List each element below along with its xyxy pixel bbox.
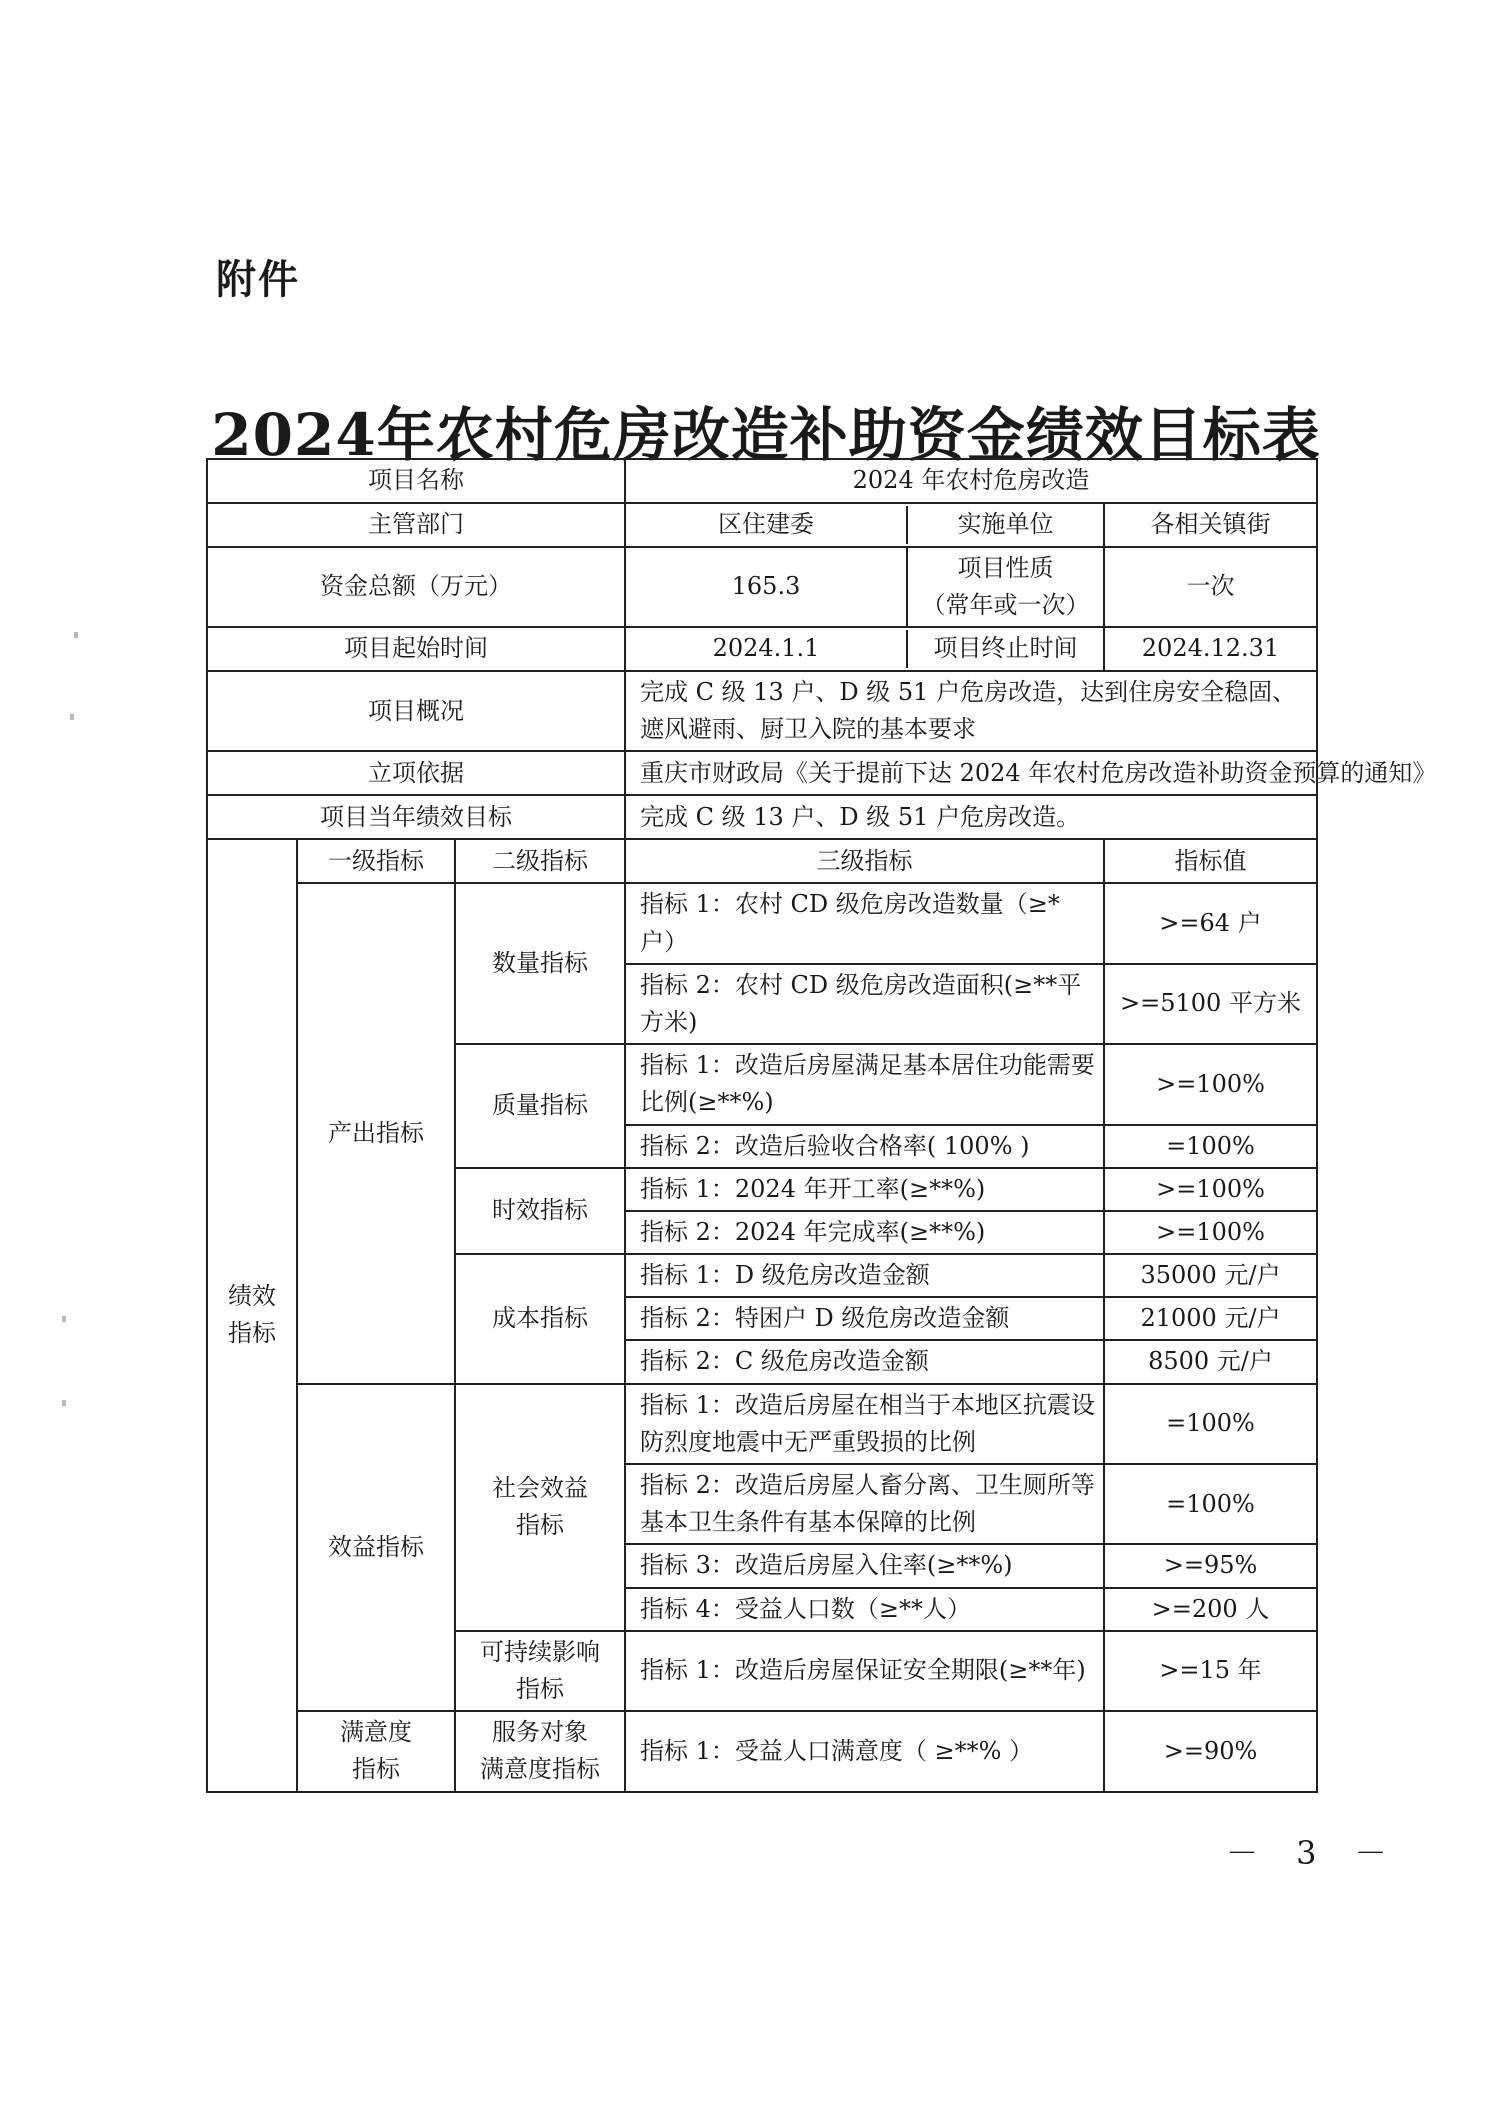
scan-speck xyxy=(62,1400,66,1406)
satisfaction-indicator-label xyxy=(297,1711,455,1791)
indicator-value: >=5100 平方米 xyxy=(1104,964,1317,1044)
goal-label: 项目当年绩效目标 xyxy=(207,795,625,839)
nature-label xyxy=(908,548,1103,626)
satisfaction-label-line2: 指标 xyxy=(352,1755,400,1784)
indicator-value: >=200 人 xyxy=(1104,1588,1317,1631)
overview-label: 项目概况 xyxy=(207,671,625,751)
fund-nature-cell xyxy=(625,547,1104,627)
service-satisfaction-label xyxy=(455,1711,625,1791)
header-level2: 二级指标 xyxy=(455,839,625,883)
performance-target-table xyxy=(206,458,1437,1793)
sustainable-label-line1: 可持续影响 xyxy=(480,1637,600,1666)
nature-label-line1: 项目性质 xyxy=(957,553,1054,582)
satisfaction-label-line1: 满意度 xyxy=(340,1718,412,1747)
table-row xyxy=(207,795,1317,839)
indicator-text: 指标 1：改造后房屋保证安全期限(≥**年) xyxy=(625,1631,1104,1711)
goal-value: 完成 C 级 13 户、D 级 51 户危房改造。 xyxy=(625,795,1317,839)
page-number: － 3 － xyxy=(1226,1834,1401,1872)
scan-speck xyxy=(62,1316,66,1322)
table-row xyxy=(207,503,1317,547)
indicator-text: 指标 1：D 级危房改造金额 xyxy=(625,1254,1104,1297)
table-row xyxy=(207,1384,1317,1464)
start-label: 项目起始时间 xyxy=(207,627,625,671)
cost-label: 成本指标 xyxy=(455,1254,625,1384)
dept-value-text: 区住建委 xyxy=(626,506,908,543)
indicator-text: 指标 4：受益人口数（≥**人） xyxy=(625,1588,1104,1631)
fund-label: 资金总额（万元） xyxy=(207,547,625,627)
indicator-value: =100% xyxy=(1104,1464,1317,1544)
dept-value xyxy=(625,503,1104,547)
start-value: 2024.1.1 xyxy=(626,630,908,667)
nature-label-line2: （常年或一次） xyxy=(921,591,1090,619)
indicator-text: 指标 2：2024 年完成率(≥**%) xyxy=(625,1211,1104,1254)
table-row xyxy=(207,671,1317,751)
indicator-value: >=15 年 xyxy=(1104,1631,1317,1711)
indicator-value: >=100% xyxy=(1104,1168,1317,1211)
table-row xyxy=(207,883,1317,963)
impl-value: 各相关镇街 xyxy=(1104,503,1317,547)
header-value: 指标值 xyxy=(1104,839,1317,883)
document-title: 2024年农村危房改造补助资金绩效目标表 xyxy=(211,401,1321,469)
project-name-value: 2024 年农村危房改造 xyxy=(625,459,1317,503)
nature-value: 一次 xyxy=(1104,547,1317,627)
table-row xyxy=(207,547,1317,627)
end-label: 项目终止时间 xyxy=(933,634,1078,663)
indicator-value: >=100% xyxy=(1104,1044,1317,1124)
project-name-label: 项目名称 xyxy=(207,459,625,503)
output-indicator-label: 产出指标 xyxy=(297,883,455,1383)
table-row xyxy=(207,1711,1317,1791)
social-benefit-label-line2: 指标 xyxy=(516,1511,564,1540)
indicator-text: 指标 2：改造后房屋人畜分离、卫生厕所等基本卫生条件有基本保障的比例 xyxy=(625,1464,1104,1544)
indicator-text: 指标 1：改造后房屋满足基本居住功能需要比例(≥**%) xyxy=(625,1044,1104,1124)
dept-label: 主管部门 xyxy=(207,503,625,547)
indicator-text: 指标 2：C 级危房改造金额 xyxy=(625,1340,1104,1383)
benefit-indicator-label: 效益指标 xyxy=(297,1384,455,1712)
indicator-text: 指标 2：改造后验收合格率( 100% ) xyxy=(625,1125,1104,1168)
fund-value: 165.3 xyxy=(626,548,908,626)
basis-label: 立项依据 xyxy=(207,751,625,795)
quantity-label: 数量指标 xyxy=(455,883,625,1044)
indicator-value: >=100% xyxy=(1104,1211,1317,1254)
scan-speck xyxy=(70,714,74,720)
end-value: 2024.12.31 xyxy=(1104,627,1317,671)
header-level3: 三级指标 xyxy=(625,839,1104,883)
indicator-value: 8500 元/户 xyxy=(1104,1340,1317,1383)
indicator-group-label-line1: 绩效 xyxy=(228,1282,276,1311)
header-level1: 一级指标 xyxy=(297,839,455,883)
start-end-cell xyxy=(625,627,1104,671)
table-row xyxy=(207,839,1317,883)
table-row xyxy=(207,459,1317,503)
scan-speck xyxy=(74,632,78,638)
indicator-text: 指标 1：2024 年开工率(≥**%) xyxy=(625,1168,1104,1211)
social-benefit-label xyxy=(455,1384,625,1631)
indicator-group-label-line2: 指标 xyxy=(228,1319,276,1348)
indicator-group-label xyxy=(207,839,297,1791)
indicator-text: 指标 2：农村 CD 级危房改造面积(≥**平方米) xyxy=(625,964,1104,1044)
indicator-value: 35000 元/户 xyxy=(1104,1254,1317,1297)
timeliness-label: 时效指标 xyxy=(455,1168,625,1254)
quality-label: 质量指标 xyxy=(455,1044,625,1168)
service-label-line1: 服务对象 xyxy=(492,1718,588,1747)
indicator-text: 指标 1：改造后房屋在相当于本地区抗震设防烈度地震中无严重毁损的比例 xyxy=(625,1384,1104,1464)
table-row xyxy=(207,627,1317,671)
social-benefit-label-line1: 社会效益 xyxy=(492,1474,588,1502)
indicator-text: 指标 3：改造后房屋入住率(≥**%) xyxy=(625,1544,1104,1587)
sustainable-label-line2: 指标 xyxy=(516,1674,564,1703)
indicator-value: 21000 元/户 xyxy=(1104,1297,1317,1340)
attachment-label: 附件 xyxy=(216,257,300,303)
basis-value: 重庆市财政局《关于提前下达 2024 年农村危房改造补助资金预算的通知》 xyxy=(625,751,1317,795)
service-label-line2: 满意度指标 xyxy=(480,1755,600,1784)
indicator-value: =100% xyxy=(1104,1384,1317,1464)
indicator-text: 指标 1：农村 CD 级危房改造数量（≥*户） xyxy=(625,883,1104,963)
indicator-text: 指标 1：受益人口满意度（ ≥**% ） xyxy=(625,1711,1104,1791)
indicator-value: >=95% xyxy=(1104,1544,1317,1587)
indicator-value: >=90% xyxy=(1104,1711,1317,1791)
impl-label: 实施单位 xyxy=(957,510,1054,539)
sustainable-label xyxy=(455,1631,625,1711)
table-row xyxy=(207,751,1317,795)
indicator-value: >=64 户 xyxy=(1104,883,1317,963)
indicator-text: 指标 2：特困户 D 级危房改造金额 xyxy=(625,1297,1104,1340)
overview-value: 完成 C 级 13 户、D 级 51 户危房改造，达到住房安全稳固、遮风避雨、厨卫入院的基本要求 xyxy=(625,671,1317,751)
indicator-value: =100% xyxy=(1104,1125,1317,1168)
